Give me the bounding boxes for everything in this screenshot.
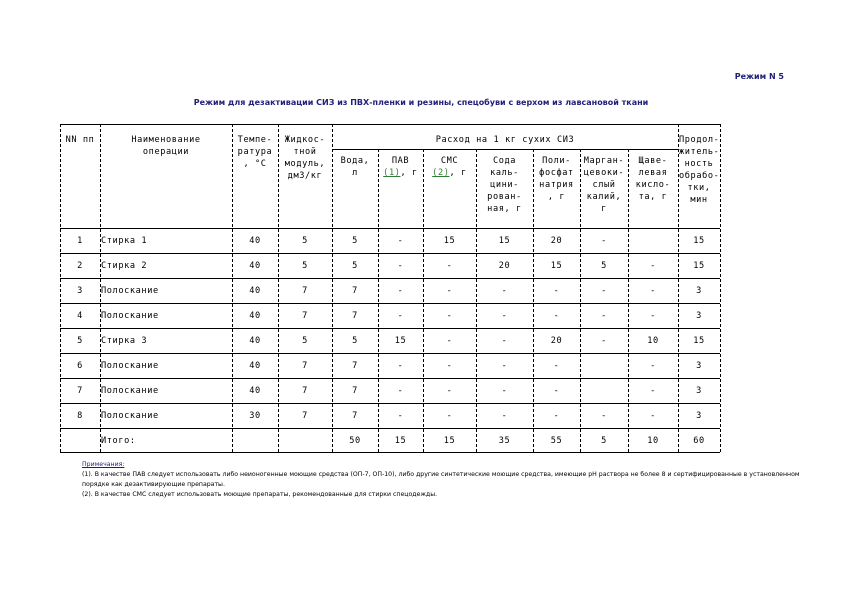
table-total-row-perm: 5 [601, 436, 607, 446]
header-oxalic-acid: Щаве- левая кисло- та, г [635, 156, 671, 202]
table-row-sms: - [446, 311, 453, 321]
table-row-water: 7 [352, 386, 358, 396]
table-row-perm: - [601, 336, 607, 346]
table-row-pav: - [397, 261, 404, 271]
table-row-pav: - [397, 361, 404, 371]
table-total-row-oxalic: 10 [647, 436, 659, 446]
table-row-water: 7 [352, 361, 358, 371]
table-row-name: Стирка 2 [101, 261, 148, 271]
header-sms-label: СМС [440, 156, 459, 166]
footnote-2-link[interactable]: (2) [432, 168, 450, 178]
table-row-temp: 40 [249, 386, 261, 396]
table-row-poly: - [553, 386, 560, 396]
table-rule [60, 428, 720, 429]
table-row-temp: 40 [249, 311, 261, 321]
table-row-name: Стирка 3 [101, 336, 148, 346]
table-row-pav: - [397, 311, 404, 321]
table-row-temp: 40 [249, 336, 261, 346]
table-row-temp: 40 [249, 286, 261, 296]
table-row-name: Полоскание [101, 361, 159, 371]
notes-heading: Примечания: [82, 461, 125, 468]
table-row-soda: - [501, 311, 508, 321]
table-row-oxalic: - [650, 361, 656, 371]
table-row-pav: - [397, 286, 404, 296]
table-row-oxalic: - [650, 261, 656, 271]
table-row-temp: 40 [249, 236, 261, 246]
table-row-temp: 30 [249, 411, 261, 421]
table-row-poly: - [553, 286, 560, 296]
table-rule [60, 353, 720, 354]
table-row-oxalic: 10 [647, 336, 659, 346]
table-row-perm: - [601, 236, 607, 246]
table-row-nn: 3 [77, 286, 83, 296]
table-row-liquid: 7 [302, 286, 308, 296]
header-pav-label: ПАВ [391, 156, 410, 166]
header-permanganate: Марган- цевоки- слый калий, г [583, 156, 625, 214]
table-row-water: 7 [352, 411, 358, 421]
header-pav [379, 155, 422, 179]
table-row-sms: - [446, 286, 453, 296]
table-row-liquid: 7 [302, 361, 308, 371]
table-row-nn: 5 [77, 336, 83, 346]
table-row-duration: 15 [693, 336, 705, 346]
table-row-poly: 20 [550, 236, 563, 246]
table-row-poly: - [553, 361, 560, 371]
header-nn: NN пп [65, 135, 95, 145]
table-row-soda: - [501, 386, 508, 396]
note-2: (2). В качестве СМС следует использовать моющие препараты, рекомендованные для стирки спецодежды. [82, 491, 438, 498]
table-column-rule [378, 149, 379, 452]
table-row-perm: - [601, 411, 607, 421]
table-column-rule [423, 149, 424, 452]
table-row-poly: - [553, 411, 560, 421]
table-rule [60, 228, 720, 229]
table-row-sms: - [446, 386, 453, 396]
regime-number: Режим N 5 [734, 72, 784, 81]
table-rule [60, 124, 720, 125]
table-rule [332, 149, 678, 150]
table-row-pav: - [397, 386, 404, 396]
table-row-pav: - [397, 411, 404, 421]
table-rule [60, 452, 720, 453]
table-row-duration: 15 [693, 261, 705, 271]
table-rule [60, 403, 720, 404]
table-row-soda: 15 [498, 236, 511, 246]
table-rule [60, 378, 720, 379]
table-row-oxalic: - [650, 411, 656, 421]
table-row-sms: - [446, 361, 453, 371]
table-row-temp: 40 [249, 261, 261, 271]
table-row-duration: 3 [696, 386, 702, 396]
table-row-name: Стирка 1 [101, 236, 148, 246]
header-polyphosphate: Поли- фосфат натрия , г [539, 156, 574, 202]
table-row-pav: 15 [394, 336, 407, 346]
header-sms-unit: , г [449, 168, 467, 178]
table-row-duration: 3 [696, 411, 702, 421]
table-row-perm: 5 [601, 261, 607, 271]
table-row-oxalic: - [650, 311, 656, 321]
table-rule [60, 253, 720, 254]
table-row-name: Полоскание [101, 411, 159, 421]
note-1: (1). В качестве ПАВ следует использовать либо неионогенные моющие средства (ОП-7, ОП-10), либо другие синтетические моющие средства, имеющие pH раствора не более 8 и сертифицированные в установленном порядке как дезактивирующие препараты. [82, 471, 800, 488]
table-row-sms: - [446, 411, 453, 421]
table-row-perm: - [601, 286, 607, 296]
table-row-oxalic: - [650, 386, 656, 396]
footnote-1-link[interactable]: (1) [383, 168, 401, 178]
header-soda: Сода каль- цини- рован- ная, г [487, 156, 522, 214]
table-rule [60, 278, 720, 279]
table-row-liquid: 5 [302, 236, 308, 246]
table-row-nn: 7 [77, 386, 83, 396]
table-row-duration: 3 [696, 361, 702, 371]
table-row-soda: - [501, 336, 508, 346]
header-operation-name: Наименование операции [131, 135, 201, 157]
table-row-duration: 3 [696, 286, 702, 296]
table-row-liquid: 7 [302, 411, 308, 421]
table-row-sms: - [446, 261, 453, 271]
table-row-nn: 2 [77, 261, 83, 271]
header-consumption-group: Расход на 1 кг сухих СИЗ [435, 135, 575, 145]
table-row-pav: - [397, 236, 404, 246]
table-row-name: Полоскание [101, 311, 159, 321]
table-row-water: 5 [352, 236, 358, 246]
table-total-row-water: 50 [349, 436, 361, 446]
table-row-name: Полоскание [101, 286, 159, 296]
table-row-liquid: 5 [302, 261, 308, 271]
table-row-nn: 1 [77, 236, 83, 246]
table-total-row-soda: 35 [498, 436, 511, 446]
notes-block [60, 460, 800, 500]
header-sms [424, 155, 475, 179]
table-total-row-sms: 15 [443, 436, 456, 446]
table-row-duration: 3 [696, 311, 702, 321]
header-liquid-module: Жидкос- тной модуль, дм3/кг [284, 135, 326, 181]
table-row-oxalic: - [650, 286, 656, 296]
table-row-poly: 15 [550, 261, 563, 271]
table-row-name: Полоскание [101, 386, 159, 396]
table-row-water: 7 [352, 286, 358, 296]
table-total-row-name: Итого: [101, 436, 136, 446]
table-row-soda: 20 [498, 261, 511, 271]
table-row-nn: 4 [77, 311, 83, 321]
table-row-liquid: 7 [302, 386, 308, 396]
decontamination-table [60, 122, 720, 452]
table-row-liquid: 5 [302, 336, 308, 346]
table-row-nn: 6 [77, 361, 83, 371]
table-row-sms: - [446, 336, 453, 346]
header-temperature: Темпе- ратура , °С [237, 135, 273, 169]
table-total-row-poly: 55 [550, 436, 563, 446]
table-row-water: 5 [352, 261, 358, 271]
table-row-sms: 15 [443, 236, 456, 246]
table-row-perm: - [601, 311, 607, 321]
table-row-nn: 8 [77, 411, 83, 421]
table-total-row-pav: 15 [394, 436, 407, 446]
table-row-poly: 20 [550, 336, 563, 346]
table-row-soda: - [501, 286, 508, 296]
header-water: Вода, л [340, 156, 370, 178]
table-row-soda: - [501, 361, 508, 371]
table-row-liquid: 7 [302, 311, 308, 321]
table-row-duration: 15 [693, 236, 705, 246]
header-duration: Продол- житель- ность обрабо- тки, мин [679, 135, 720, 205]
table-row-poly: - [553, 311, 560, 321]
document-title: Режим для дезактивации СИЗ из ПВХ-пленки и резины, спецобуви с верхом из лавсановой ткани [193, 98, 649, 107]
table-rule [60, 328, 720, 329]
header-pav-unit: , г [400, 168, 418, 178]
table-row-soda: - [501, 411, 508, 421]
table-row-water: 5 [352, 336, 358, 346]
table-row-water: 7 [352, 311, 358, 321]
table-column-rule [720, 124, 721, 452]
table-total-row-duration: 60 [693, 436, 705, 446]
table-row-temp: 40 [249, 361, 261, 371]
table-rule [60, 303, 720, 304]
